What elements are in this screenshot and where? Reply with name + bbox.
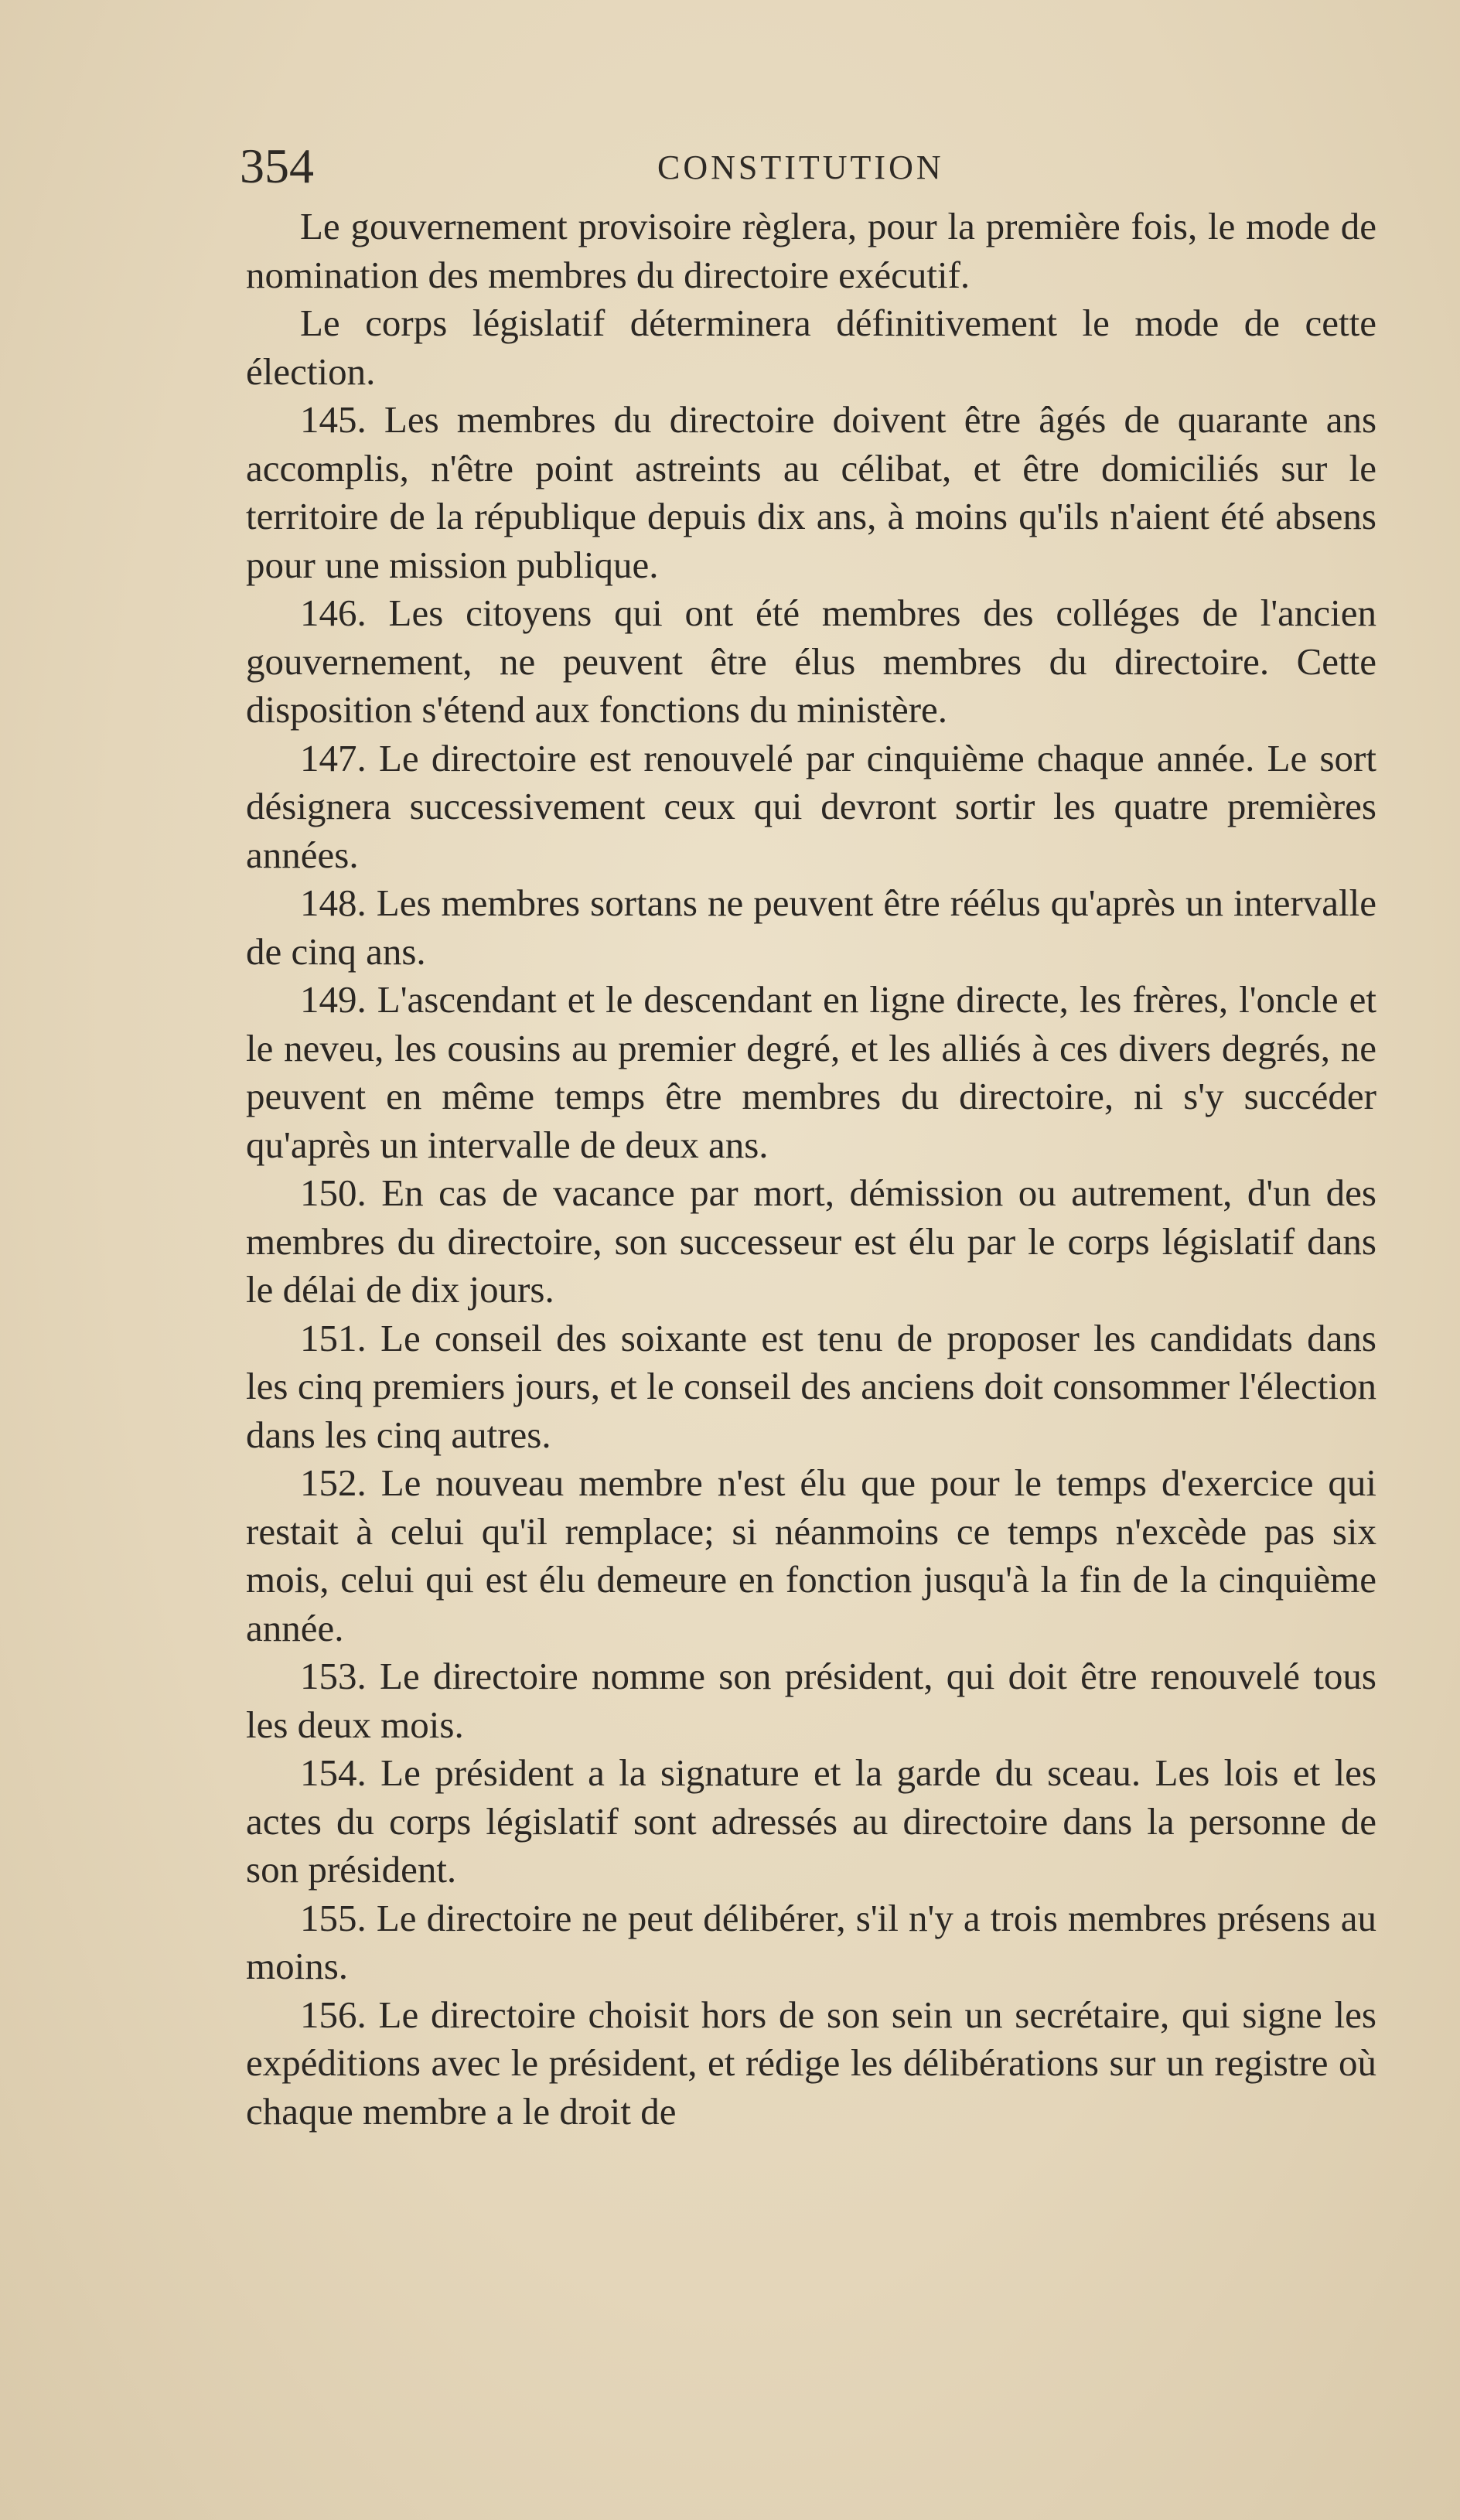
paragraph-text: Le nouveau membre n'est élu que pour le temps d'exercice qui restait à celui qu'il remplace; si néanmoins ce temps n'excède pas six mois, celui qui est élu demeure en fonction jusqu'à la fin de la cinquième année. — [246, 1461, 1376, 1649]
paragraph-text: En cas de vacance par mort, démission ou autrement, d'un des membres du directoire, son successeur est élu par le corps législatif dans le délai de dix jours. — [246, 1171, 1376, 1311]
running-head: CONSTITUTION — [657, 148, 944, 186]
article-number: 148. — [300, 881, 367, 924]
article-147 — [246, 735, 1376, 880]
body-text — [246, 203, 1376, 2136]
article-number: 150. — [300, 1171, 367, 1214]
article-153 — [246, 1652, 1376, 1749]
article-149 — [246, 976, 1376, 1169]
paragraph-text: Le directoire choisit hors de son sein un secrétaire, qui signe les expéditions avec le président, et rédige les délibérations sur un registre où chaque membre a le droit de — [246, 1993, 1376, 2133]
paragraph-text: Le directoire ne peut délibérer, s'il n'y a trois membres présens au moins. — [246, 1896, 1376, 1987]
article-number: 153. — [300, 1655, 367, 1697]
paragraph-text: L'ascendant et le descendant en ligne directe, les frères, l'oncle et le neveu, les cousins au premier degré, et les alliés à ces divers degrés, ne peuvent en même temps être membres du directoire, ni s'y succéder qu'après un intervalle de deux ans. — [246, 978, 1377, 1166]
article-number: 147. — [300, 736, 367, 779]
article-152 — [246, 1459, 1376, 1652]
paragraph-text: Le président a la signature et la garde du sceau. Les lois et les actes du corps législatif sont adressés au directoire dans la personne de son président. — [246, 1751, 1376, 1891]
paragraph — [246, 203, 1376, 299]
page-header — [240, 139, 1376, 193]
article-146 — [246, 589, 1376, 735]
article-145 — [246, 396, 1376, 589]
article-number: 146. — [300, 592, 367, 634]
paragraph-text: Le directoire nomme son président, qui doit être renouvelé tous les deux mois. — [246, 1655, 1376, 1746]
article-number: 149. — [300, 978, 367, 1021]
article-number: 155. — [300, 1896, 367, 1939]
page-number: 354 — [240, 138, 314, 193]
article-number: 156. — [300, 1993, 367, 2036]
article-154 — [246, 1749, 1376, 1894]
paragraph-text: Le corps législatif déterminera définitivement le mode de cette élection. — [246, 302, 1376, 393]
article-156 — [246, 1991, 1376, 2136]
paragraph-text: Le gouvernement provisoire règlera, pour la première fois, le mode de nomination des membres du directoire exécutif. — [246, 205, 1376, 296]
paragraph-text: Le conseil des soixante est tenu de proposer les candidats dans les cinq premiers jours, et le conseil des anciens doit consommer l'élection dans les cinq autres. — [246, 1316, 1376, 1456]
paragraph-text: Les membres du directoire doivent être âgés de quarante ans accomplis, n'être point astreints au célibat, et être domiciliés sur le territoire de la république depuis dix ans, à moins qu'ils n'aient été absens pour une mission publique. — [246, 398, 1377, 586]
article-148 — [246, 879, 1376, 976]
article-151 — [246, 1315, 1376, 1460]
article-number: 154. — [300, 1751, 367, 1794]
paragraph-text: Le directoire est renouvelé par cinquième chaque année. Le sort désignera successivement ceux qui devront sortir les quatre premières années. — [246, 736, 1376, 876]
article-number: 145. — [300, 398, 367, 441]
article-155 — [246, 1894, 1376, 1991]
paragraph-text: Les citoyens qui ont été membres des colléges de l'ancien gouvernement, ne peuvent être élus membres du directoire. Cette disposition s'étend aux fonctions du ministère. — [246, 592, 1377, 731]
article-number: 151. — [300, 1316, 367, 1359]
paragraph-text: Les membres sortans ne peuvent être réélus qu'après un intervalle de cinq ans. — [246, 881, 1376, 973]
paragraph — [246, 299, 1376, 396]
article-150 — [246, 1169, 1376, 1315]
article-number: 152. — [300, 1461, 367, 1504]
